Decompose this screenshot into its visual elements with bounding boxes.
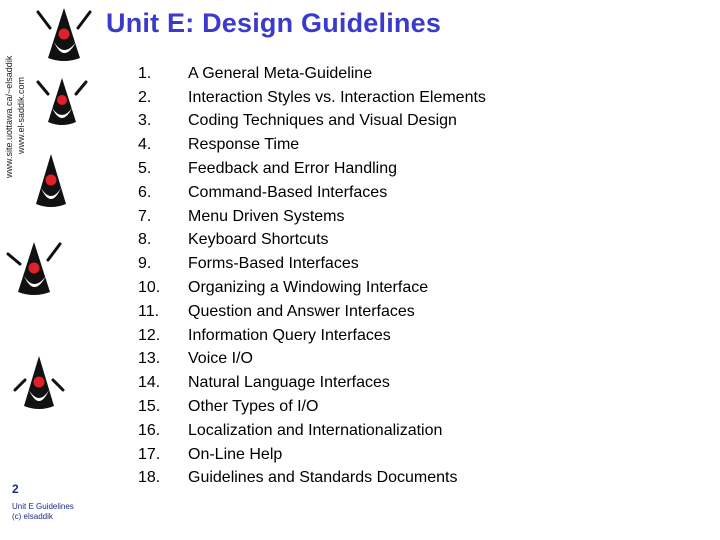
topic-text: Organizing a Windowing Interface: [188, 279, 429, 297]
topic-number: 2.: [138, 88, 152, 106]
topic-number: 15.: [138, 398, 161, 416]
topic-text: Response Time: [188, 136, 300, 154]
list-item: [138, 300, 486, 324]
topic-text: Keyboard Shortcuts: [188, 231, 329, 249]
topic-list: [138, 62, 486, 490]
topic-number: 18.: [138, 469, 161, 487]
topic-text: Question and Answer Interfaces: [188, 302, 415, 320]
topic-text: Localization and Internationalization: [188, 421, 443, 439]
topic-text: Voice I/O: [188, 350, 253, 368]
side-url-1: www.site.uottawa.ca/~elsaddik: [4, 55, 14, 178]
list-item: [138, 395, 486, 419]
duke-mascot-icon: [12, 350, 66, 416]
list-item: [138, 229, 486, 253]
topic-number: 13.: [138, 350, 161, 368]
topic-number: 3.: [138, 112, 152, 130]
list-item: [138, 324, 486, 348]
footer-line: (c) elsaddik: [12, 512, 53, 521]
duke-mascot-icon: [34, 2, 94, 68]
list-item: [138, 276, 486, 300]
topic-text: Menu Driven Systems: [188, 207, 345, 225]
topic-number: 7.: [138, 207, 152, 225]
list-item: [138, 133, 486, 157]
duke-mascot-icon: [34, 70, 90, 134]
list-item: [138, 62, 486, 86]
topic-text: Command-Based Interfaces: [188, 183, 388, 201]
topic-number: 12.: [138, 326, 161, 344]
topic-text: Information Query Interfaces: [188, 326, 391, 344]
topic-text: Natural Language Interfaces: [188, 374, 390, 392]
list-item: [138, 419, 486, 443]
list-item: [138, 443, 486, 467]
topic-text: Forms-Based Interfaces: [188, 255, 359, 273]
list-item: [138, 467, 486, 491]
topic-text: Other Types of I/O: [188, 398, 319, 416]
list-item: [138, 86, 486, 110]
topic-number: 16.: [138, 421, 161, 439]
topic-text: Feedback and Error Handling: [188, 160, 398, 178]
slide-footer: [12, 502, 74, 522]
topic-text: On-Line Help: [188, 445, 283, 463]
list-item: [138, 181, 486, 205]
topic-number: 17.: [138, 445, 161, 463]
topic-number: 1.: [138, 64, 152, 82]
topic-number: 10.: [138, 279, 161, 297]
list-item: [138, 205, 486, 229]
topic-number: 8.: [138, 231, 152, 249]
topic-text: Interaction Styles vs. Interaction Elements: [188, 88, 486, 106]
list-item: [138, 371, 486, 395]
topic-number: 4.: [138, 136, 152, 154]
topic-number: 14.: [138, 374, 161, 392]
footer-line: Unit E Guidelines: [12, 502, 74, 511]
topic-number: 9.: [138, 255, 152, 273]
topic-number: 5.: [138, 160, 152, 178]
topic-text: A General Meta-Guideline: [188, 64, 373, 82]
list-item: [138, 348, 486, 372]
topic-number: 6.: [138, 183, 152, 201]
list-item: [138, 252, 486, 276]
slide-title: Unit E: Design Guidelines: [106, 8, 442, 38]
page-number: 2: [12, 482, 19, 496]
topic-number: 11.: [138, 302, 160, 320]
list-item: [138, 157, 486, 181]
duke-mascot-icon: [4, 236, 64, 302]
duke-mascot-icon: [24, 148, 78, 214]
topic-text: Guidelines and Standards Documents: [188, 469, 458, 487]
topic-text: Coding Techniques and Visual Design: [188, 112, 457, 130]
side-url-2: www.el-saddik.com: [16, 76, 26, 154]
list-item: [138, 110, 486, 134]
